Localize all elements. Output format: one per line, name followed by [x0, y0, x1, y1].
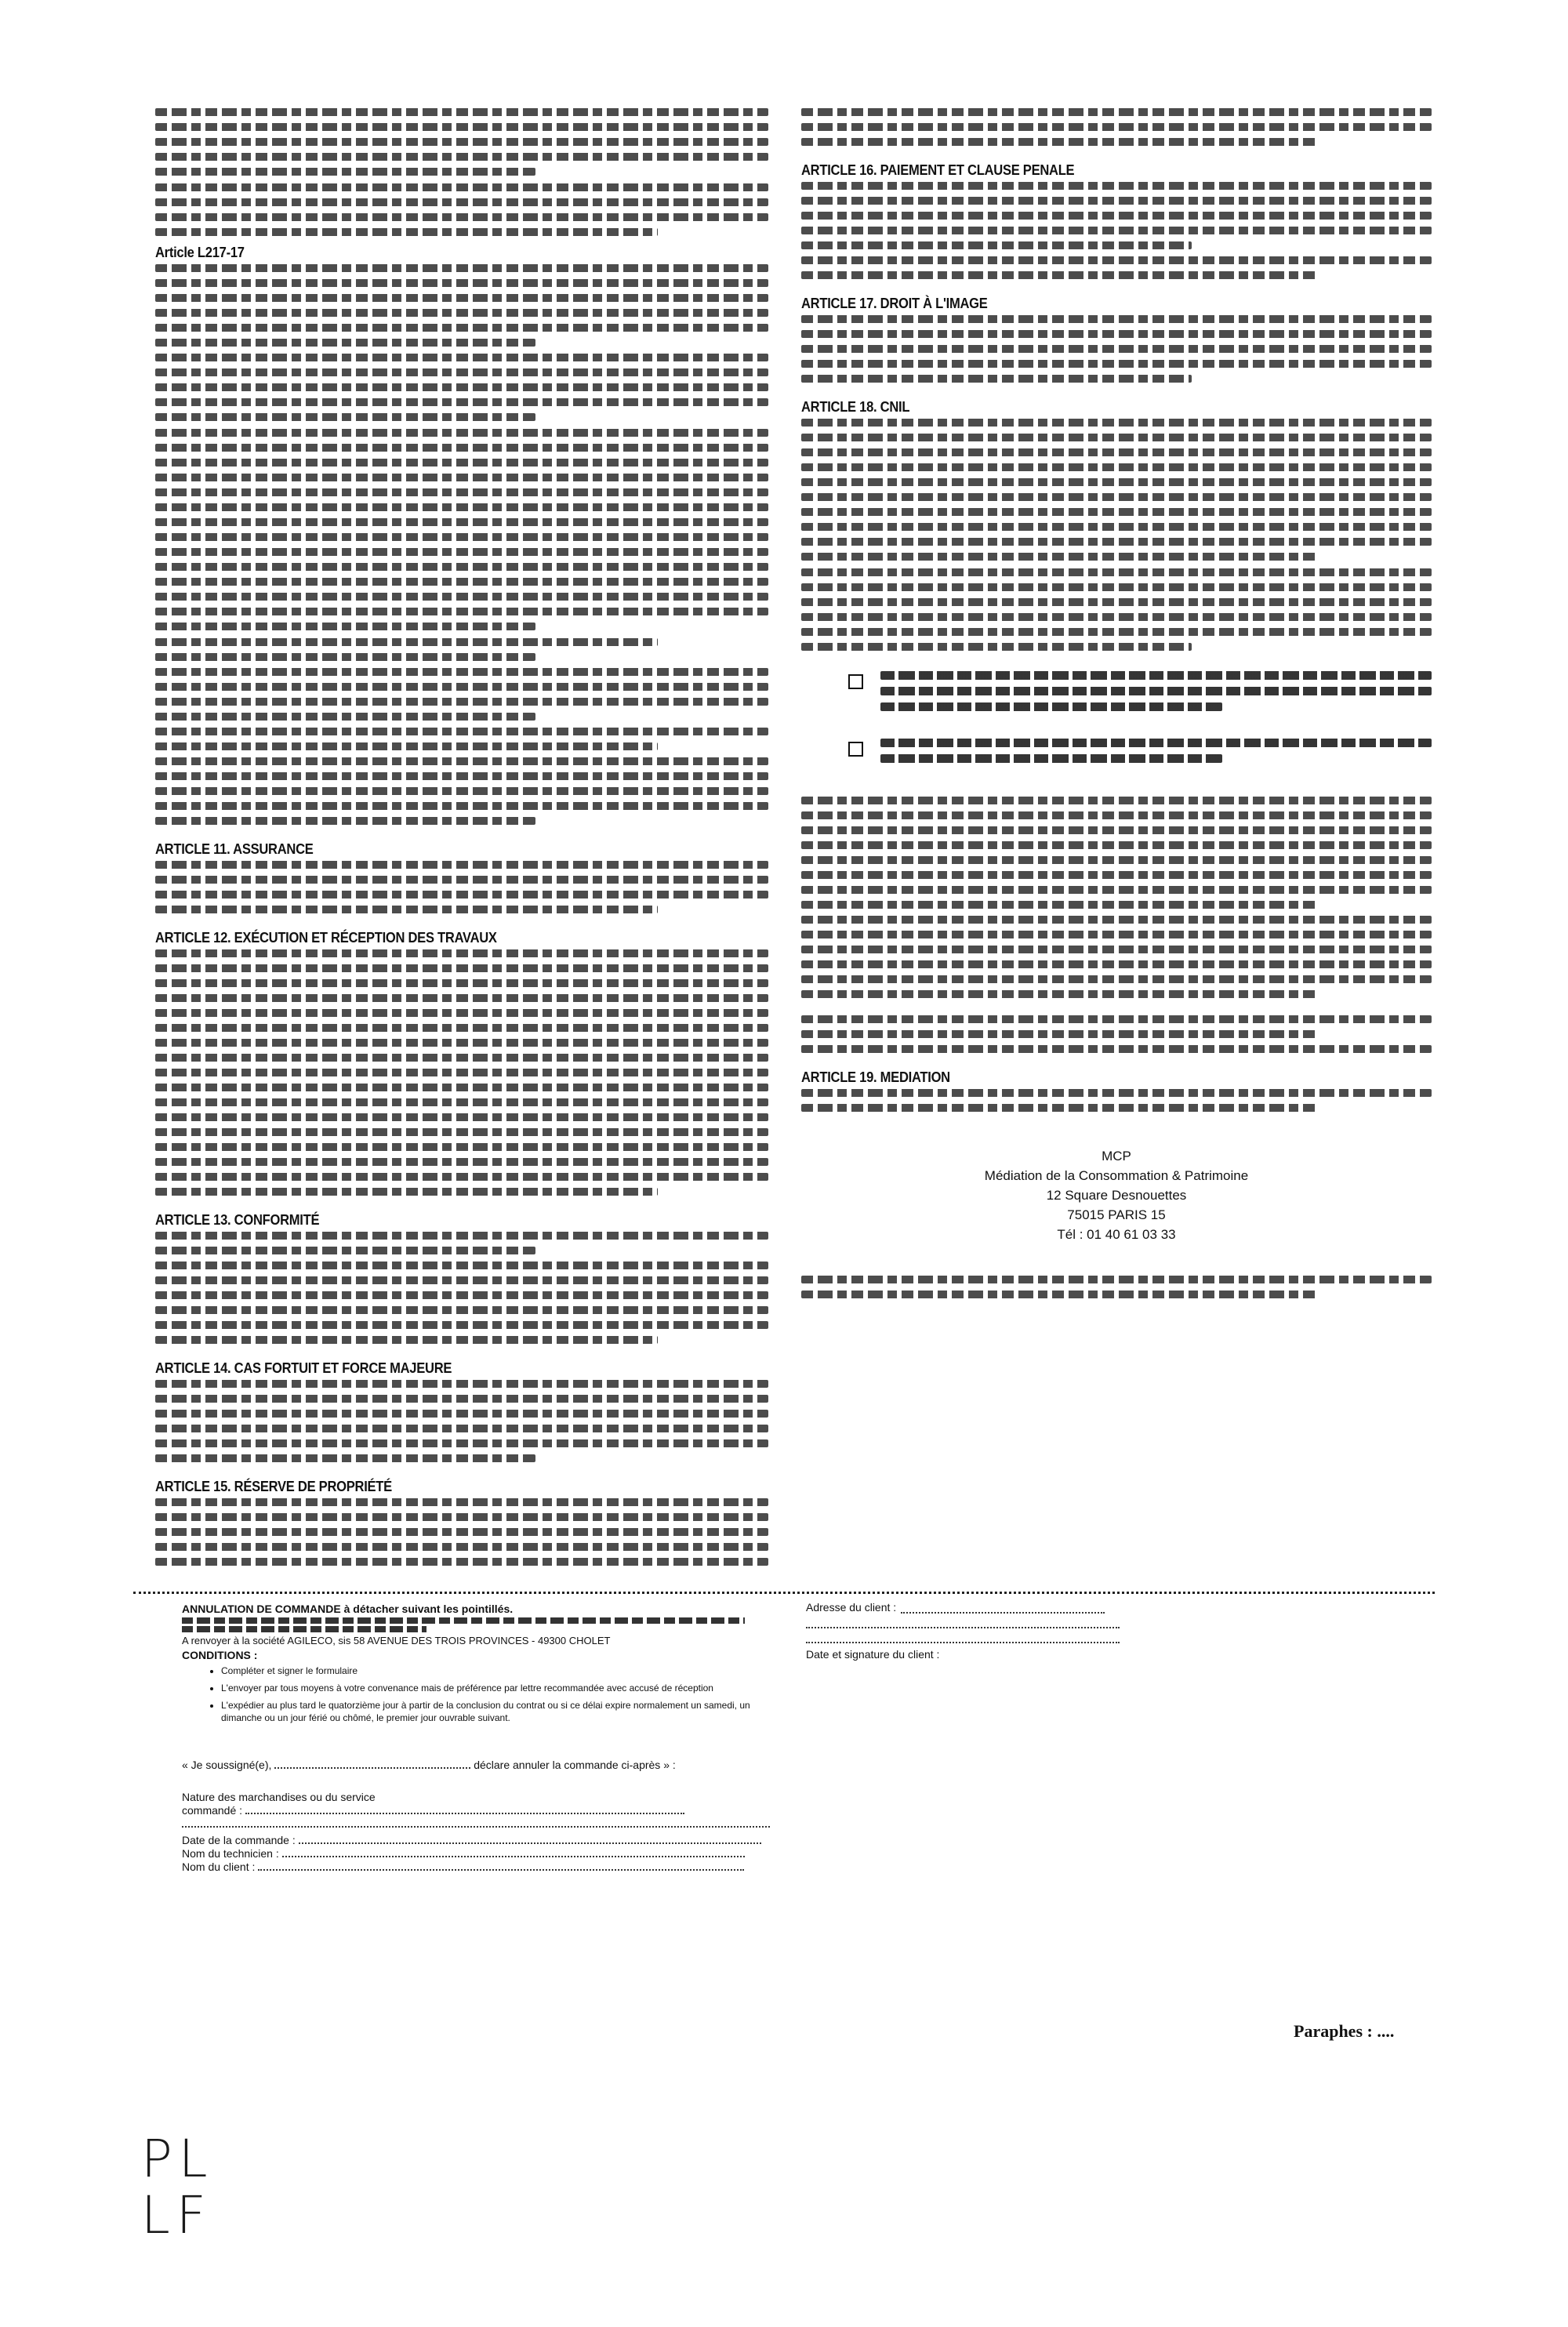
consent-checkbox-row[interactable] — [848, 671, 1432, 718]
client-address-field[interactable] — [806, 1601, 1417, 1614]
paragraph — [155, 264, 768, 421]
paragraph — [801, 1015, 1432, 1053]
nature-label-2: commandé : — [182, 1804, 243, 1817]
article-heading: ARTICLE 16. PAIEMENT ET CLAUSE PENALE — [801, 162, 1075, 178]
conditions-list — [221, 1664, 793, 1724]
client-address-label: Adresse du client : — [806, 1601, 897, 1614]
paragraph — [801, 568, 1432, 651]
mediator-line: Médiation de la Consommation & Patrimoine — [984, 1168, 1249, 1183]
initials-line-1: PL — [141, 2129, 214, 2189]
client-name-field[interactable] — [182, 1861, 793, 1874]
paragraph — [155, 1232, 768, 1344]
consent-checkbox[interactable] — [848, 674, 863, 689]
declaration-start: « Je soussigné(e), — [182, 1759, 272, 1771]
article-heading: ARTICLE 15. RÉSERVE DE PROPRIÉTÉ — [155, 1479, 392, 1494]
paragraph — [155, 1380, 768, 1462]
declaration-line[interactable] — [182, 1759, 793, 1772]
article-heading: ARTICLE 17. DROIT À L'IMAGE — [801, 296, 988, 311]
paragraph — [801, 797, 1432, 998]
condition-item: • L'envoyer par tous moyens à votre convenance mais de préférence par lettre recommandée avec accusé de réception — [221, 1682, 793, 1694]
article-heading: ARTICLE 11. ASSURANCE — [155, 841, 314, 857]
client-signature-field[interactable] — [806, 1648, 1417, 1661]
paragraph — [801, 108, 1432, 146]
article-heading: ARTICLE 19. MEDIATION — [801, 1069, 950, 1085]
paragraph — [801, 1089, 1432, 1112]
declaration-end: déclare annuler la commande ci-après » : — [474, 1759, 676, 1771]
client-address-line[interactable] — [806, 1618, 1417, 1628]
initials-line-2: LF — [141, 2185, 212, 2245]
condition-item: • Compléter et signer le formulaire — [221, 1664, 793, 1677]
mediator-line: 75015 PARIS 15 — [1067, 1207, 1166, 1222]
mediator-phone: Tél : 01 40 61 03 33 — [1057, 1227, 1176, 1242]
client-name-label: Nom du client : — [182, 1861, 256, 1873]
condition-item: • L'expédier au plus tard le quatorzième jour à partir de la conclusion du contrat ou si ce délai expire normalement un samedi, un dimanche ou un jour férié ou chômé, le premier jour ouvrable suivant. — [221, 1699, 793, 1724]
cut-line — [133, 1592, 1435, 1594]
article-heading: ARTICLE 13. CONFORMITÉ — [155, 1212, 320, 1228]
checkbox-text — [880, 671, 1432, 718]
paragraph — [155, 429, 768, 630]
paragraph — [155, 949, 768, 1196]
paragraph — [801, 182, 1432, 279]
initials-label: Paraphes : .... — [1294, 2021, 1395, 2041]
article-heading: Article L217-17 — [155, 245, 245, 260]
form-title: ANNULATION DE COMMANDE à détacher suivant les pointillés. — [182, 1603, 514, 1615]
technician-label: Nom du technicien : — [182, 1847, 279, 1860]
cancellation-form — [182, 1603, 793, 1874]
mediator-address — [801, 1146, 1432, 1244]
client-signature-label: Date et signature du client : — [806, 1648, 940, 1661]
paragraph — [801, 315, 1432, 383]
client-address-line[interactable] — [806, 1633, 1417, 1643]
article-heading: ARTICLE 18. CNIL — [801, 399, 910, 415]
order-date-field[interactable] — [182, 1834, 793, 1847]
consent-checkbox[interactable] — [848, 742, 863, 757]
nature-label: Nature des marchandises ou du service — [182, 1791, 376, 1803]
left-column — [155, 108, 768, 1574]
handwritten-initials — [141, 2131, 214, 2244]
paragraph — [155, 183, 768, 236]
paragraph — [155, 861, 768, 913]
nature-field[interactable] — [182, 1804, 793, 1817]
client-block — [806, 1601, 1417, 1665]
technician-field[interactable] — [182, 1847, 793, 1861]
mediator-name: MCP — [1102, 1149, 1131, 1164]
article-heading: ARTICLE 14. CAS FORTUIT ET FORCE MAJEURE — [155, 1360, 452, 1376]
paragraph — [155, 108, 768, 176]
consent-checkbox-row[interactable] — [848, 739, 1432, 770]
paragraph — [155, 638, 768, 825]
mediator-line: 12 Square Desnouettes — [1046, 1188, 1187, 1203]
checkbox-text — [880, 739, 1432, 770]
return-address: A renvoyer à la société AGILECO, sis 58 AVENUE DES TROIS PROVINCES - 49300 CHOLET — [182, 1635, 611, 1646]
paragraph — [155, 1498, 768, 1566]
paragraph — [801, 1276, 1432, 1298]
nature-extra-line[interactable] — [182, 1817, 793, 1831]
right-column — [801, 108, 1432, 1306]
paragraph — [801, 419, 1432, 561]
order-date-label: Date de la commande : — [182, 1834, 296, 1846]
conditions-label: CONDITIONS : — [182, 1649, 258, 1661]
article-heading: ARTICLE 12. EXÉCUTION ET RÉCEPTION DES TRAVAUX — [155, 930, 497, 946]
